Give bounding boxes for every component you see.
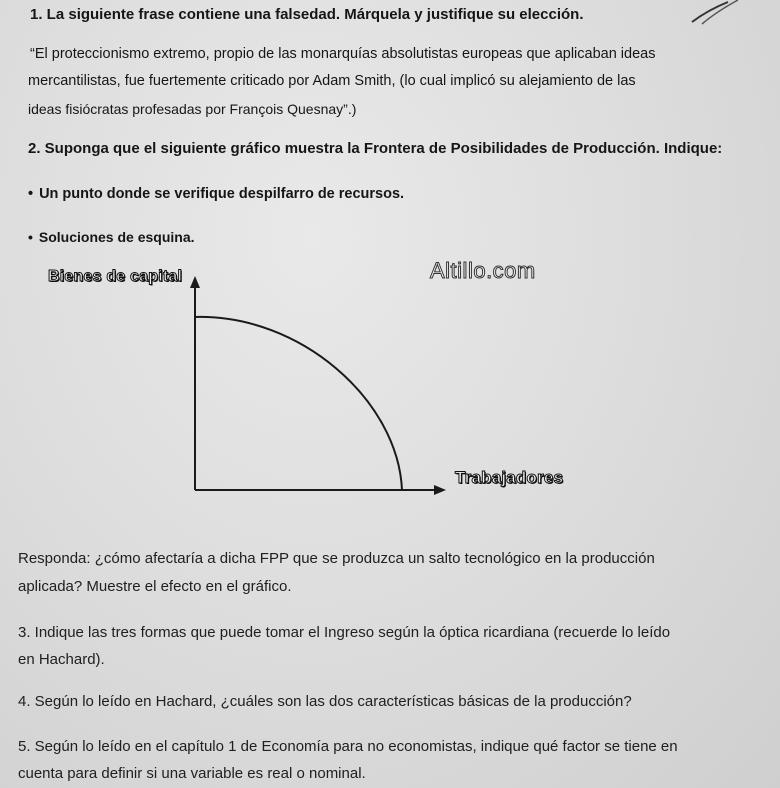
question-1-quote-line-2: mercantilistas, fue fuertemente criticado por Adam Smith, (lo cual implicó su alejamiento de las	[28, 73, 636, 89]
question-1-title: 1. La siguiente frase contiene una falsedad. Márquela y justifique su elección.	[30, 6, 584, 23]
question-1-quote-line-1: “El proteccionismo extremo, propio de las monarquías absolutistas europeas que aplicaban ideas	[30, 46, 656, 62]
ppf-curve	[195, 317, 402, 490]
question-2-answer-line-2: aplicada? Muestre el efecto en el gráfico.	[18, 578, 292, 595]
question-3-line-1: 3. Indique las tres formas que puede tomar el Ingreso según la óptica ricardiana (recuerde lo leído	[18, 624, 671, 641]
question-2-title: 2. Suponga que el siguiente gráfico muestra la Frontera de Posibilidades de Producción. Indique:	[28, 140, 723, 157]
question-2-bullet-2-text: Soluciones de esquina.	[38, 229, 195, 245]
question-5-line-1: 5. Según lo leído en el capítulo 1 de Economía para no economistas, indique qué factor se tiene en	[18, 738, 678, 755]
y-axis-arrow-icon	[190, 276, 200, 288]
watermark: Altillo.com	[430, 258, 536, 283]
x-axis-label: Trabajadores	[455, 468, 564, 487]
y-axis-label: Bienes de capital	[48, 268, 183, 285]
question-1-quote-line-3: ideas fisiócratas profesadas por François Quesnay”.)	[28, 101, 357, 117]
question-4-line-1: 4. Según lo leído en Hachard, ¿cuáles son las dos características básicas de la producción?	[18, 693, 632, 710]
x-axis-arrow-icon	[434, 485, 446, 495]
question-3-line-2: en Hachard).	[18, 651, 105, 668]
question-2-answer-line-1: Responda: ¿cómo afectaría a dicha FPP que se produzca un salto tecnológico en la producción	[18, 550, 655, 567]
question-2-bullet-1-text: Un punto donde se verifique despilfarro de recursos.	[39, 186, 405, 202]
question-5-line-2: cuenta para definir si una variable es real o nominal.	[18, 765, 366, 782]
